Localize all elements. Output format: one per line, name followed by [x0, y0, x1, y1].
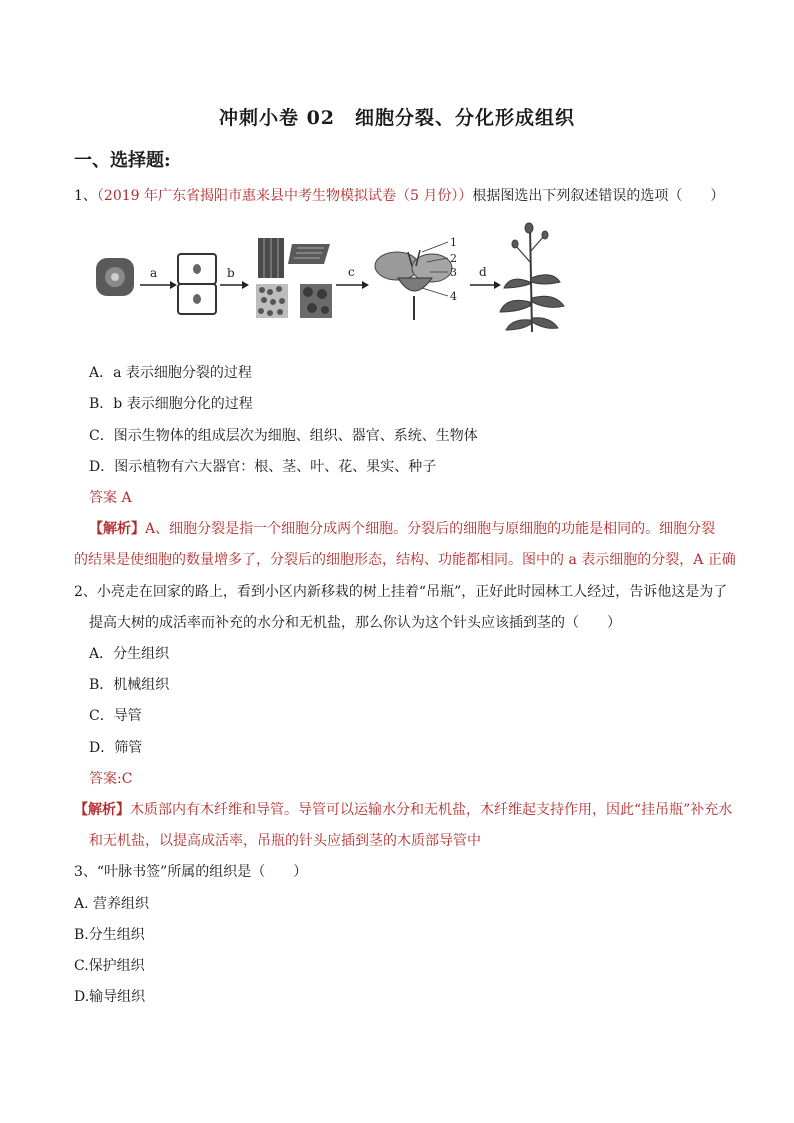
tissues-image [256, 238, 332, 318]
page-title: 冲刺小卷 02 细胞分裂、分化形成组织 [218, 107, 576, 129]
part-label-2: 2 [450, 252, 457, 265]
analysis-tag: 【解析】 [74, 802, 130, 818]
option-b: B.分生组织 [74, 927, 145, 943]
question-3-stem: 3、“叶脉书签”所属的组织是（ ） [74, 864, 308, 880]
label-c: c [348, 265, 355, 279]
label-d: d [479, 265, 487, 279]
arrow-d [470, 281, 501, 289]
part-label-4: 4 [450, 290, 457, 303]
question-1-stem [74, 185, 724, 205]
analysis-tag: 【解析】 [89, 521, 145, 537]
part-label-1: 1 [450, 236, 457, 249]
cell-development-diagram [92, 222, 572, 340]
analysis-line [74, 799, 732, 819]
option-a: A．a 表示细胞分裂的过程 [89, 365, 252, 381]
option-a: A. 营养组织 [74, 896, 150, 912]
analysis-text: A、细胞分裂是指一个细胞分成两个细胞。分裂后的细胞与原细胞的功能是相同的。细胞分裂 [145, 521, 716, 537]
question-2-stem: 2、小亮走在回家的路上，看到小区内新移栽的树上挂着“吊瓶”，正好此时园林工人经过，告诉他这是为了 [74, 584, 728, 600]
option-b: B．b 表示细胞分化的过程 [89, 396, 253, 412]
option-c: C.保护组织 [74, 958, 145, 974]
analysis-text: 木质部内有木纤维和导管。导管可以运输水分和无机盐，木纤维起支持作用，因此“挂吊瓶”补充水 [130, 802, 733, 818]
single-cell-image [96, 258, 134, 296]
question-text: 根据图选出下列叙述错误的选项（ ） [472, 188, 725, 204]
answer: 答案 A [89, 490, 132, 506]
analysis-continuation: 的结果是使细胞的数量增多了，分裂后的细胞形态，结构、功能都相同。图中的 a 表示细胞的分裂，A 正确 [74, 552, 736, 568]
option-c: C．导管 [89, 708, 142, 724]
option-b: B．机械组织 [89, 677, 170, 693]
label-b: b [227, 266, 235, 280]
arrow-c [336, 281, 369, 289]
part-label-3: 3 [450, 266, 457, 279]
divided-cells-image [178, 254, 216, 314]
option-d: D.输导组织 [74, 989, 146, 1005]
option-d: D．筛管 [89, 740, 143, 756]
question-number: 1、 [74, 188, 97, 204]
analysis-continuation: 和无机盐，以提高成活率，吊瓶的针头应插到茎的木质部导管中 [89, 833, 481, 849]
answer: 答案:C [89, 771, 133, 787]
flower-image [375, 242, 452, 320]
whole-plant-image [500, 223, 564, 332]
arrow-b [220, 281, 249, 289]
label-a: a [150, 266, 158, 280]
question-2-stem-continuation: 提高大树的成活率而补充的水分和无机盐，那么你认为这个针头应该插到茎的（ ） [89, 615, 621, 631]
option-c: C．图示生物体的组成层次为细胞、组织、器官、系统、生物体 [89, 428, 478, 444]
question-source: （2019 年广东省揭阳市惠来县中考生物模拟试卷（5 月份）） [96, 188, 473, 204]
option-a: A．分生组织 [89, 646, 170, 662]
section-heading: 一、选择题: [74, 150, 171, 171]
analysis-line [89, 518, 715, 538]
arrow-a [140, 281, 177, 289]
option-d: D．图示植物有六大器官：根、茎、叶、花、果实、种子 [89, 459, 437, 475]
